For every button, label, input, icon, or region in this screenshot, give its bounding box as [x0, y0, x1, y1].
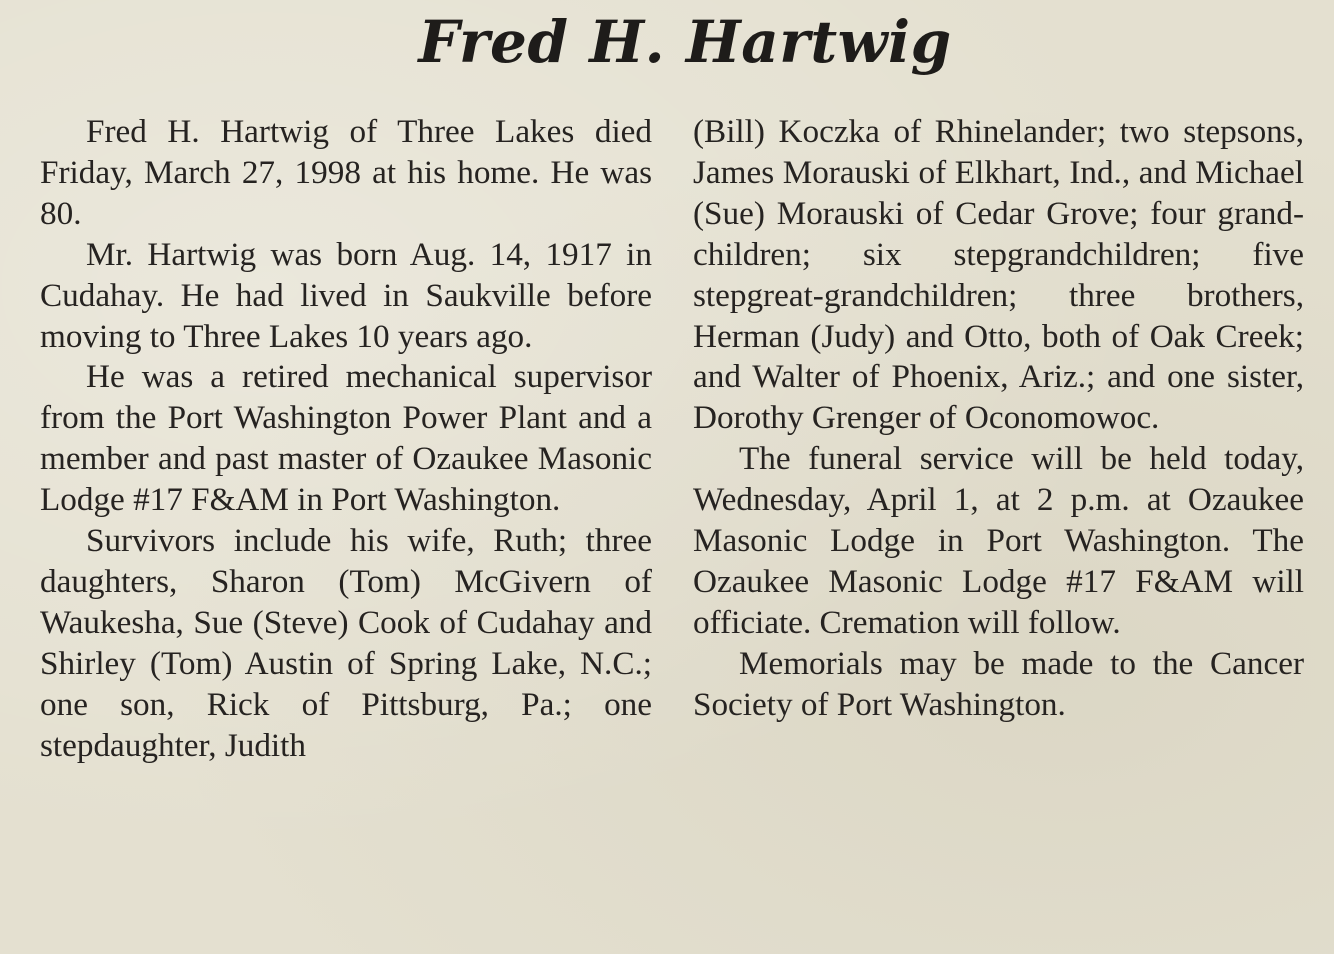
- right-column: [693, 112, 1304, 726]
- paragraph-survivors: Survivors include his wife, Ruth; three daughters, Sharon (Tom) McGivern of Waukesha, Sue (Steve) Cook of Cudahay and Shirley (Tom) Austin of Spring Lake, N.C.; one son, Rick of Pittsburg, Pa.; one stepdaughter, Judith: [40, 522, 652, 764]
- paragraph-memorials: Memorials may be made to the Cancer Society of Port Washington.: [693, 644, 1304, 723]
- paragraph-death-notice: Fred H. Hartwig of Three Lakes died Friday, March 27, 1998 at his home. He was 80.: [40, 113, 652, 232]
- paragraph-survivors-continued: (Bill) Koczka of Rhinelander; two stepsons, James Morauski of Elkhart, Ind., and Michael (Sue) Morauski of Cedar Grove; four grandchildren; six stepgrandchildren; five stepgreat-grandchildren; three brothers, Herman (Judy) and Otto, both of Oak Creek; and Walter of Phoenix, Ariz.; and one sister, Dorothy Grenger of Oconomowoc.: [693, 113, 1304, 437]
- paragraph-funeral-service: The funeral service will be held today, Wednesday, April 1, at 2 p.m. at Ozaukee Masonic Lodge in Port Washington. The Ozaukee Masonic Lodge #17 F&AM will officiate. Cremation will follow.: [693, 440, 1304, 641]
- left-column: [40, 112, 652, 767]
- obituary-headline: Fred H. Hartwig: [418, 8, 952, 76]
- paragraph-career: He was a retired mechanical supervisor from the Port Washington Power Plant and a member and past master of Ozaukee Masonic Lodge #17 F&AM in Port Washington.: [40, 358, 652, 519]
- paragraph-biography: Mr. Hartwig was born Aug. 14, 1917 in Cudahay. He had lived in Saukville before moving to Three Lakes 10 years ago.: [40, 235, 652, 355]
